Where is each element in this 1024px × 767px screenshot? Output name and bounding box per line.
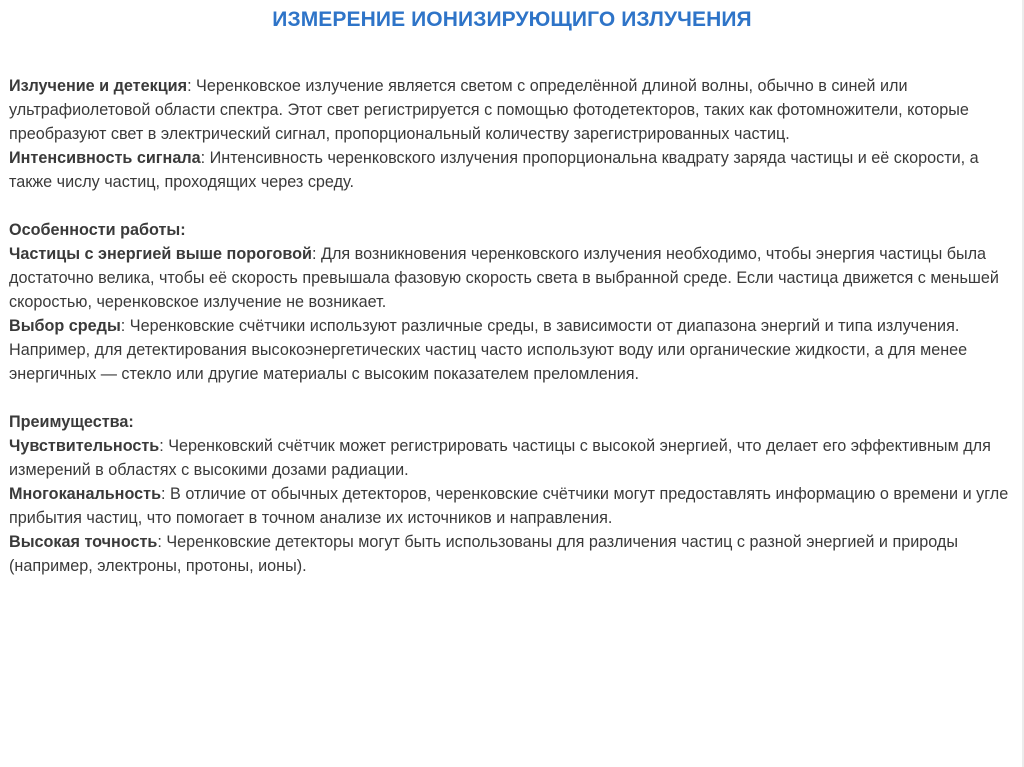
paragraph-signal-intensity: [9, 146, 1017, 194]
section-heading-features: Особенности работы:: [9, 221, 186, 239]
paragraph-radiation-detection: [9, 74, 1017, 146]
term-description: : Для возникновения черенковского излучения необходимо, чтобы энергия частицы была достаточно велика, чтобы её скорость превышала фазовую скорость света в выбранной среде. Если частица движется с меньшей скоростью, черенковское излучение не возникает.: [9, 245, 999, 311]
term-label: Чувствительность: [9, 437, 160, 455]
spacer: [9, 194, 1017, 218]
slide-title: ИЗМЕРЕНИЕ ИОНИЗИРУЮЩИГО ИЗЛУЧЕНИЯ: [272, 8, 752, 31]
term-label: Выбор среды: [9, 317, 121, 335]
term-description: : Черенковские счётчики используют различные среды, в зависимости от диапазона энергий и типа излучения. Например, для детектирования высокоэнергетических частиц часто используют воду или органические жидкости, а для менее энергичных — стекло или другие материалы с высоким показателем преломления.: [9, 317, 968, 383]
paragraph-medium-choice: [9, 314, 1017, 386]
slide-content: [9, 74, 1017, 578]
spacer: [9, 386, 1017, 410]
paragraph-sensitivity: [9, 434, 1017, 482]
term-description: : Черенковские детекторы могут быть использованы для различения частиц с разной энергией и природы (например, электроны, протоны, ионы).: [9, 533, 958, 575]
term-description: : Черенковское излучение является светом с определённой длиной волны, обычно в синей или ультрафиолетовой области спектра. Этот свет регистрируется с помощью фотодетекторов, таких как фотомножители, которые преобразуют свет в электрический сигнал, пропорциональный количеству зарегистрированных частиц.: [9, 77, 969, 143]
term-label: Частицы с энергией выше пороговой: [9, 245, 312, 263]
term-label: Интенсивность сигнала: [9, 149, 201, 167]
paragraph-high-accuracy: [9, 530, 1017, 578]
term-description: : В отличие от обычных детекторов, черенковские счётчики могут предоставлять информацию о времени и угле прибытия частиц, что помогает в точном анализе их источников и направления.: [9, 485, 1009, 527]
paragraph-threshold-energy: [9, 242, 1017, 314]
term-label: Излучение и детекция: [9, 77, 188, 95]
term-description: : Черенковский счётчик может регистрировать частицы с высокой энергией, что делает его эффективным для измерений в областях с высокими дозами радиации.: [9, 437, 991, 479]
term-description: : Интенсивность черенковского излучения пропорциональна квадрату заряда частицы и её скорости, а также числу частиц, проходящих через среду.: [9, 149, 979, 191]
section-heading-advantages: Преимущества:: [9, 413, 134, 431]
term-label: Высокая точность: [9, 533, 158, 551]
term-label: Многоканальность: [9, 485, 162, 503]
paragraph-multichannel: [9, 482, 1017, 530]
